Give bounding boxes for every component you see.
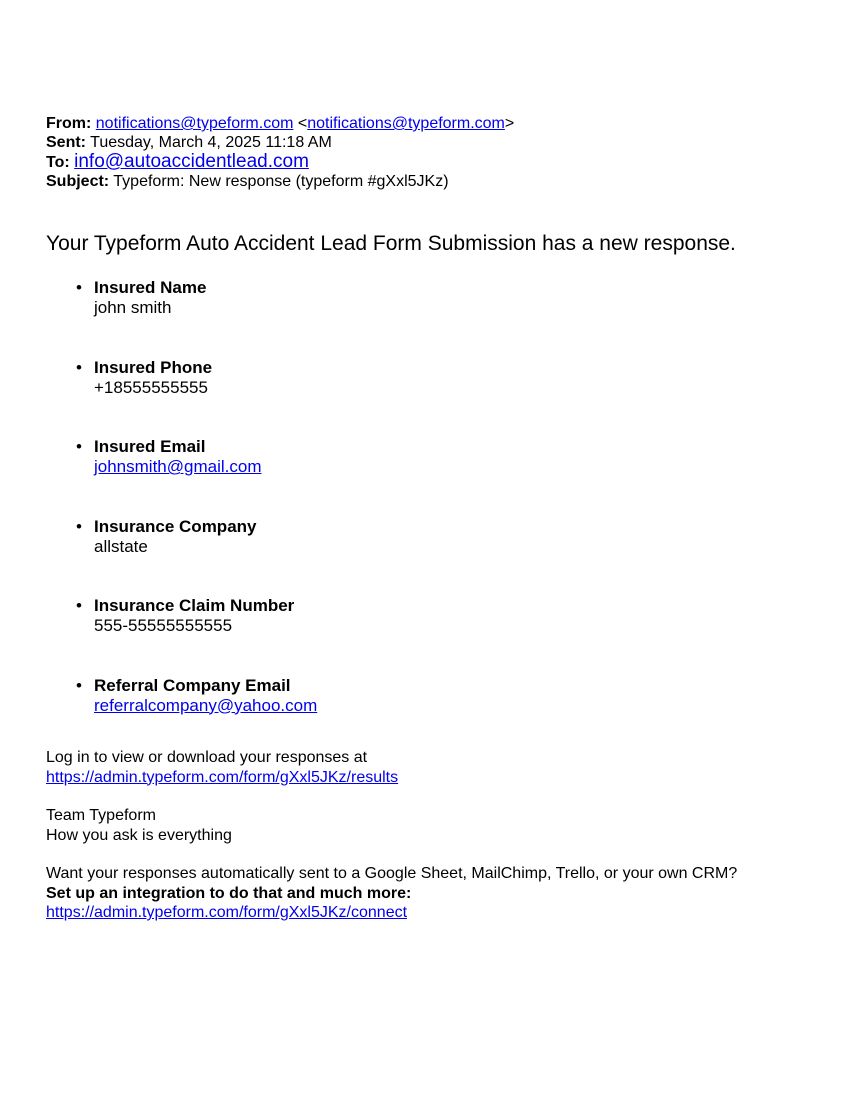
integration-block <box>46 864 836 923</box>
team-name: Team Typeform <box>46 807 156 824</box>
field-value: john smith <box>94 298 172 317</box>
sent-value: Tuesday, March 4, 2025 11:18 AM <box>90 134 332 151</box>
response-fields-list <box>46 278 836 755</box>
bullet-icon: • <box>76 516 82 536</box>
field-value: +18555555555 <box>94 377 208 397</box>
email-header <box>46 114 836 191</box>
bullet-icon: • <box>76 675 82 695</box>
email-document <box>46 114 836 923</box>
field-value: allstate <box>94 536 148 556</box>
from-angle-close: > <box>504 115 515 132</box>
to-label: To: <box>46 154 70 171</box>
field-value: 555-55555555555 <box>94 616 233 635</box>
from-angle-email-link[interactable]: notifications@typeform.com <box>307 115 505 132</box>
list-item <box>46 278 836 358</box>
bullet-icon: • <box>76 437 82 456</box>
integration-question: Want your responses automatically sent to a Google Sheet, MailChimp, Trello, or your own CRM? <box>46 865 738 882</box>
field-label: Insurance Claim Number <box>94 596 295 615</box>
list-item <box>46 517 836 597</box>
from-line <box>46 114 836 133</box>
field-value-email-link[interactable]: johnsmith@gmail.com <box>94 457 262 476</box>
subject-value: Typeform: New response (typeform #gXxl5JKz) <box>113 173 449 190</box>
subject-label: Subject: <box>46 173 110 190</box>
bullet-icon: • <box>76 357 82 377</box>
connect-link[interactable]: https://admin.typeform.com/form/gXxl5JKz/connect <box>46 904 408 921</box>
login-text: Log in to view or download your responses at <box>46 749 368 766</box>
list-item <box>46 437 836 517</box>
field-label: Insured Email <box>94 437 206 456</box>
to-email-link[interactable]: info@autoaccidentlead.com <box>74 151 309 172</box>
field-value-email-link[interactable]: referralcompany@yahoo.com <box>94 695 318 715</box>
intro-text: Your Typeform Auto Accident Lead Form Submission has a new response. <box>46 232 736 255</box>
list-item <box>46 676 836 756</box>
field-label: Insurance Company <box>94 516 257 536</box>
bullet-icon: • <box>76 278 82 297</box>
from-angle-open: < <box>297 115 308 132</box>
field-label: Insured Name <box>94 278 207 297</box>
bullet-icon: • <box>76 596 82 615</box>
field-label: Insured Phone <box>94 357 213 377</box>
field-label: Referral Company Email <box>94 675 291 695</box>
sent-line <box>46 133 836 152</box>
subject-line <box>46 172 836 191</box>
to-line <box>46 152 836 172</box>
list-item <box>46 358 836 438</box>
from-email-link[interactable]: notifications@typeform.com <box>95 115 294 132</box>
sent-label: Sent: <box>46 134 86 151</box>
integration-cta: Set up an integration to do that and much more: <box>46 884 412 902</box>
team-signature <box>46 806 836 845</box>
results-link[interactable]: https://admin.typeform.com/form/gXxl5JKz/results <box>46 768 399 786</box>
team-tagline: How you ask is everything <box>46 826 232 844</box>
from-label: From: <box>46 115 92 132</box>
list-item <box>46 596 836 676</box>
